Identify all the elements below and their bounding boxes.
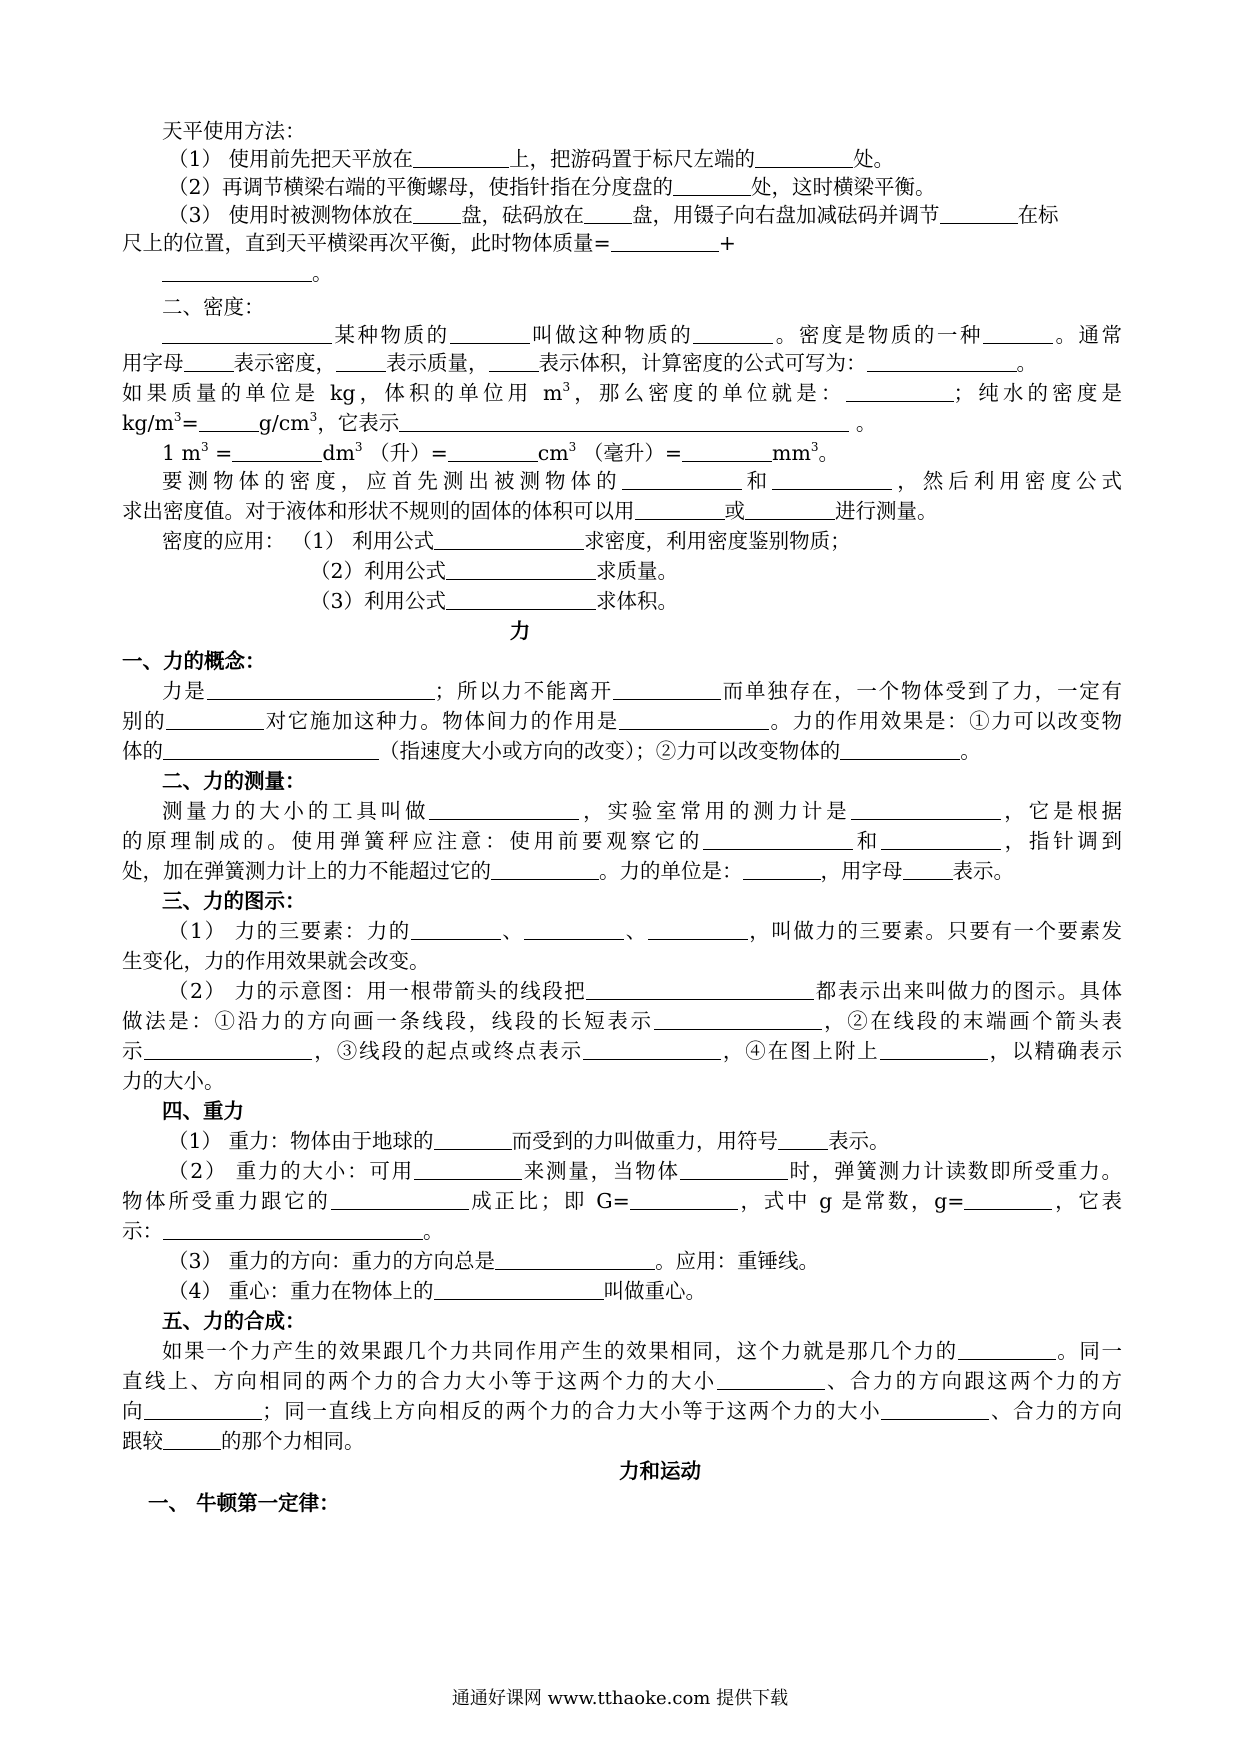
superscript: 3	[810, 440, 819, 454]
section-title: 二、力的测量：	[162, 769, 306, 793]
text: =	[181, 411, 199, 435]
text: g/cm	[258, 411, 310, 435]
blank	[399, 409, 849, 432]
text: ，④在图上附上	[721, 1039, 880, 1063]
density-application-1	[162, 526, 1162, 556]
balance-step-3	[168, 200, 1168, 230]
blank	[880, 1037, 988, 1060]
density-application-2	[310, 556, 1240, 586]
chapter-heading-force-motion	[40, 1456, 1240, 1486]
balance-title	[162, 116, 1162, 146]
text: ，用字母	[820, 859, 903, 883]
superscript: 3	[201, 440, 209, 454]
gravity-line-3	[122, 1186, 1122, 1216]
force-diagram-line-4	[122, 1006, 1122, 1036]
text: 尺上的位置，直到天平横梁再次平衡，此时物体质量=	[122, 231, 611, 255]
force-diagram-line-3	[168, 976, 1122, 1006]
force-measure-line-1	[162, 796, 1122, 826]
text: 和	[853, 829, 881, 853]
blank	[491, 857, 599, 880]
force-diagram-title	[162, 886, 1162, 916]
text: 如果质量的单位是 kg，体积的单位用 m	[122, 381, 563, 405]
text: 时，弹簧测力计读数即所受重力。	[787, 1159, 1123, 1183]
superscript: 3	[568, 440, 577, 454]
text: 叫做重心。	[603, 1279, 707, 1303]
text: 。	[960, 739, 981, 763]
blank	[199, 409, 259, 432]
density-line-6	[162, 466, 1122, 496]
blank	[448, 439, 538, 462]
section-title: 一、 牛顿第一定律：	[148, 1491, 340, 1515]
blank	[163, 737, 379, 760]
blank	[619, 707, 769, 730]
blank	[184, 349, 234, 372]
blank	[613, 677, 721, 700]
blank	[144, 1037, 312, 1060]
blank	[648, 917, 748, 940]
balance-step-3b	[122, 228, 1122, 258]
text: ，它表示	[317, 411, 400, 435]
blank	[586, 977, 814, 1000]
text: ，它是根据	[1000, 799, 1123, 823]
force-measure-line-2	[122, 826, 1122, 856]
text: （3）利用公式	[310, 589, 447, 613]
text: 求体积。	[596, 589, 679, 613]
blank	[489, 349, 539, 372]
density-line-5	[162, 438, 1162, 468]
blank	[434, 527, 584, 550]
text: ，实验室常用的测力计是	[579, 799, 851, 823]
density-application-3	[310, 586, 1240, 616]
blank	[881, 827, 1001, 850]
text: 而单独存在，一个物体受到了力，一定有	[720, 679, 1123, 703]
force-concept-line-2	[122, 706, 1122, 736]
blank	[867, 349, 1017, 372]
blank	[958, 1337, 1056, 1360]
text: 、合力的方向	[989, 1399, 1123, 1423]
text: 、合力的方向跟这两个力的方	[824, 1369, 1123, 1393]
text: 上，把游码置于标尺左端的	[509, 147, 756, 171]
blank	[411, 917, 501, 940]
blank	[413, 201, 461, 224]
text: 要测物体的密度，应首先测出被测物体的	[162, 469, 622, 493]
text: 。力的单位是：	[599, 859, 743, 883]
blank	[429, 797, 579, 820]
force-measure-line-3	[122, 856, 1122, 886]
text: ；纯水的密度是	[953, 381, 1123, 405]
text: 求密度，利用密度鉴别物质；	[584, 529, 851, 553]
force-diagram-line-5	[122, 1036, 1122, 1066]
balance-step-1	[168, 144, 1168, 174]
density-title	[162, 292, 1162, 322]
chapter-heading-force	[0, 616, 1140, 646]
blank	[682, 439, 772, 462]
text: 在标	[1017, 203, 1059, 227]
text: 的那个力相同。	[221, 1429, 365, 1453]
text: 别的	[122, 709, 167, 733]
text: （2） 重力的大小：可用	[168, 1159, 414, 1183]
blank	[413, 145, 509, 168]
density-line-2	[122, 348, 1122, 378]
blank	[232, 439, 322, 462]
blank	[717, 1367, 825, 1390]
text: 盘，用镊子向右盘加减砝码并调节	[632, 203, 940, 227]
blank	[163, 1427, 221, 1450]
blank	[336, 349, 386, 372]
footer-text: 通通好课网 www.tthaoke.com 提供下载	[451, 1688, 789, 1709]
text: cm	[537, 441, 569, 465]
blank	[166, 707, 264, 730]
text: 。应用：重锤线。	[655, 1249, 820, 1273]
text: ，指针调到	[1000, 829, 1123, 853]
blank	[495, 1247, 655, 1270]
force-measure-title	[162, 766, 1162, 796]
text: 求质量。	[596, 559, 679, 583]
gravity-title	[162, 1096, 1162, 1126]
text: =	[208, 441, 233, 465]
blank	[903, 857, 953, 880]
blank	[446, 557, 596, 580]
text: 表示。	[952, 859, 1014, 883]
text: 示	[122, 1039, 145, 1063]
superscript: 3	[562, 380, 571, 394]
blank	[611, 229, 719, 252]
text: 盘，砝码放在	[461, 203, 585, 227]
blank	[755, 145, 853, 168]
text: 用字母	[122, 351, 184, 375]
blank	[162, 259, 312, 282]
text: 生变化，力的作用效果就会改变。	[122, 949, 430, 973]
blank	[654, 1007, 822, 1030]
text: 表示质量，	[386, 351, 489, 375]
blank	[331, 1187, 469, 1210]
text: 来测量，当物体	[521, 1159, 680, 1183]
blank	[162, 321, 332, 344]
superscript: 3	[354, 440, 363, 454]
superscript: 3	[173, 410, 182, 424]
text: 的原理制成的。使用弹簧秤应注意：使用前要观察它的	[122, 829, 704, 853]
text: 成正比；即 G=	[468, 1189, 630, 1213]
force-concept-line-3	[122, 736, 1122, 766]
blank	[840, 737, 960, 760]
text: 。	[312, 261, 333, 285]
blank	[583, 1037, 721, 1060]
text: ，它表	[1052, 1189, 1122, 1213]
blank	[983, 321, 1053, 344]
section-title: 一、力的概念：	[122, 649, 266, 673]
section-title: 五、力的合成：	[162, 1309, 306, 1333]
text: ，以精确表示	[987, 1039, 1123, 1063]
text: 。	[423, 1219, 444, 1243]
text: kg/m	[122, 411, 174, 435]
text: ，③线段的起点或终点表示	[312, 1039, 584, 1063]
text: （1） 使用前先把天平放在	[168, 147, 414, 171]
text: 力是	[162, 679, 207, 703]
blank	[743, 857, 821, 880]
density-line-4	[122, 408, 1122, 438]
blank	[584, 201, 632, 224]
text: 求出密度值。对于液体和形状不规则的固体的体积可以用	[122, 499, 635, 523]
balance-step-3c	[162, 258, 1162, 288]
text: 直线上、方向相同的两个力的合力大小等于这两个力的大小	[122, 1369, 717, 1393]
composition-line-4	[122, 1426, 1122, 1456]
text: 表示体积，计算密度的公式可写为：	[538, 351, 867, 375]
composition-title	[162, 1306, 1162, 1336]
text: 物体所受重力跟它的	[122, 1189, 331, 1213]
text: 。通常	[1052, 323, 1123, 347]
blank	[434, 1127, 512, 1150]
density-line-7	[122, 496, 1122, 526]
force-diagram-line-1	[168, 916, 1122, 946]
footer	[0, 1684, 1240, 1710]
density-line-1	[162, 320, 1122, 350]
blank	[851, 797, 1001, 820]
blank	[144, 1397, 262, 1420]
text: 跟较	[122, 1429, 163, 1453]
blank	[772, 467, 892, 490]
blank	[703, 827, 853, 850]
text: 。	[849, 411, 877, 435]
superscript: 3	[309, 410, 318, 424]
text: ；所以力不能离开	[434, 679, 613, 703]
gravity-line-5	[168, 1246, 1168, 1276]
force-diagram-line-2	[122, 946, 1122, 976]
text: +	[718, 231, 736, 255]
text: 测量力的大小的工具叫做	[162, 799, 430, 823]
text: 处，加在弹簧测力计上的力不能超过它的	[122, 859, 491, 883]
section-title: 三、力的图示：	[162, 889, 306, 913]
text: 都表示出来叫做力的图示。具体	[814, 979, 1123, 1003]
balance-step-2	[168, 172, 1168, 202]
text: ，叫做力的三要素。只要有一个要素发	[747, 919, 1123, 943]
force-diagram-line-6	[122, 1066, 1122, 1096]
blank	[524, 917, 624, 940]
force-concept-title	[122, 646, 1122, 676]
blank	[630, 1187, 738, 1210]
text: 叫做这种物质的	[529, 323, 694, 347]
text: （4） 重心：重力在物体上的	[168, 1279, 434, 1303]
text: 。	[1016, 351, 1037, 375]
text: 。密度是物质的一种	[773, 323, 983, 347]
text: 密度的应用： （1） 利用公式	[162, 529, 435, 553]
blank	[414, 1157, 522, 1180]
text: ，那么密度的单位就是：	[570, 381, 846, 405]
blank	[940, 201, 1018, 224]
text: ，然后利用密度公式	[892, 469, 1123, 493]
text: 。力的作用效果是：①力可以改变物	[768, 709, 1123, 733]
blank	[745, 497, 835, 520]
text: 如果一个力产生的效果跟几个力共同作用产生的效果相同，这个力就是那几个力的	[162, 1339, 958, 1363]
blank	[434, 1277, 604, 1300]
text: （3） 重力的方向：重力的方向总是	[168, 1249, 496, 1273]
text: 某种物质的	[332, 323, 450, 347]
text: 1 m	[162, 441, 201, 465]
text: 而受到的力叫做重力，用符号	[511, 1129, 779, 1153]
gravity-line-4	[122, 1216, 1122, 1246]
text: ，②在线段的末端画个箭头表	[821, 1009, 1123, 1033]
newton-first-law-title	[148, 1488, 1148, 1518]
text: 进行测量。	[835, 499, 938, 523]
blank	[207, 677, 435, 700]
composition-line-1	[162, 1336, 1122, 1366]
section-title: 二、密度：	[162, 295, 265, 319]
blank	[964, 1187, 1052, 1210]
composition-line-3	[122, 1396, 1122, 1426]
blank	[450, 321, 530, 344]
text: 做法是：①沿力的方向画一条线段，线段的长短表示	[122, 1009, 654, 1033]
text: 体的	[122, 739, 163, 763]
section-title: 天平使用方法：	[162, 119, 306, 143]
text: （指速度大小或方向的改变）；②力可以改变物体的	[379, 739, 841, 763]
text: 处，这时横梁平衡。	[751, 175, 936, 199]
text: ；同一直线上方向相反的两个力的合力大小等于这两个力的大小	[262, 1399, 882, 1423]
gravity-line-2	[168, 1156, 1122, 1186]
text: （3） 使用时被测物体放在	[168, 203, 414, 227]
text: 表示。	[828, 1129, 890, 1153]
blank	[446, 587, 596, 610]
heading: 力	[509, 619, 531, 643]
text: （2）再调节横梁右端的平衡螺母，使指针指在分度盘的	[168, 175, 674, 199]
blank	[163, 1217, 423, 1240]
text: （2） 力的示意图：用一根带箭头的线段把	[168, 979, 587, 1003]
text: 表示密度，	[233, 351, 336, 375]
text: ，式中 g 是常数，g=	[737, 1189, 965, 1213]
text: 。	[818, 441, 840, 465]
text: （2）利用公式	[310, 559, 447, 583]
force-concept-line-1	[162, 676, 1122, 706]
text: 。同一	[1055, 1339, 1123, 1363]
composition-line-2	[122, 1366, 1122, 1396]
blank	[846, 379, 954, 402]
text: 力的大小。	[122, 1069, 225, 1093]
text: 处。	[853, 147, 895, 171]
blank	[673, 173, 751, 196]
text: mm	[772, 441, 811, 465]
blank	[635, 497, 725, 520]
section-title: 四、重力	[162, 1099, 244, 1123]
density-line-3	[122, 378, 1122, 408]
gravity-line-1	[168, 1126, 1168, 1156]
text: （1） 重力：物体由于地球的	[168, 1129, 434, 1153]
blank	[693, 321, 773, 344]
blank	[622, 467, 742, 490]
text: 或	[724, 499, 745, 523]
heading: 力和运动	[619, 1459, 701, 1483]
gravity-line-6	[168, 1276, 1168, 1306]
text: dm	[322, 441, 355, 465]
text: 、	[500, 919, 525, 943]
text: 向	[122, 1399, 145, 1423]
text: （毫升）=	[576, 441, 683, 465]
blank	[680, 1157, 788, 1180]
text: 对它施加这种力。物体间力的作用是	[264, 709, 619, 733]
text: （1） 力的三要素：力的	[168, 919, 411, 943]
blank	[778, 1127, 828, 1150]
text: （升）=	[362, 441, 448, 465]
blank	[881, 1397, 989, 1420]
text: 和	[741, 469, 773, 493]
text: 示：	[122, 1219, 163, 1243]
text: 、	[624, 919, 648, 943]
